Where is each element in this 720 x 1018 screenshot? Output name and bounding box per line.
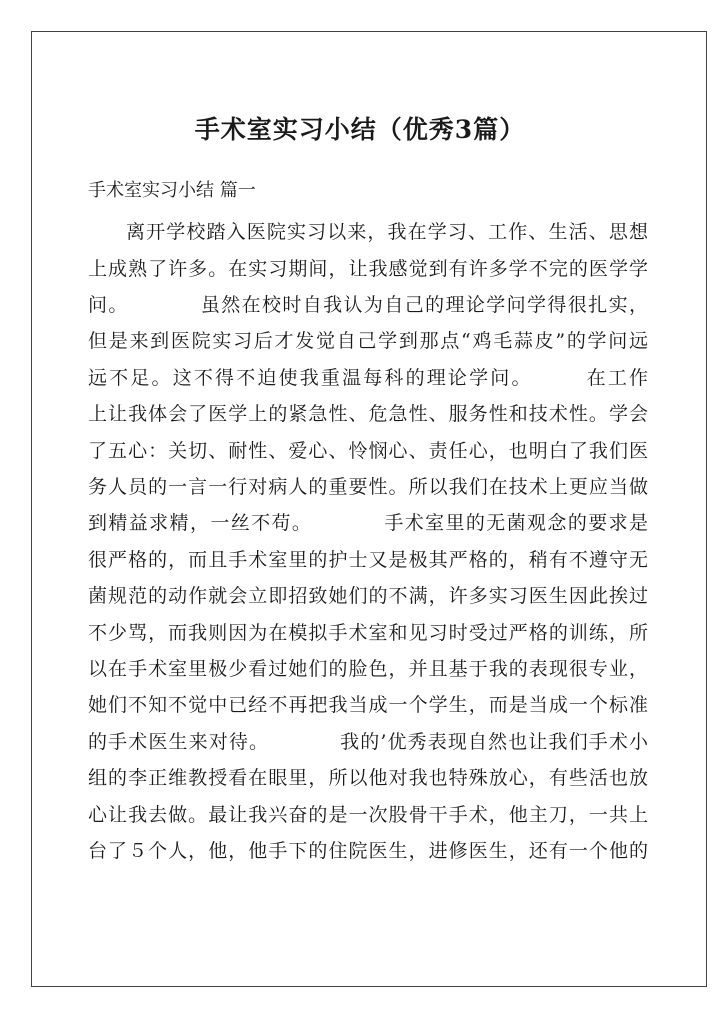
body-line: 务人员的一言一行对病人的重要性。所以我们在技术上更应当做 [88, 476, 648, 498]
body-line: 心让我去做。最让我兴奋的是一次股骨干手术，他主刀，一共上 [88, 804, 648, 826]
body-line: 上让我体会了医学上的紧急性、危急性、服务性和技术性。学会 [88, 403, 648, 425]
body-line: 到精益求精，一丝不苟。 手术室里的无菌观念的要求是 [88, 512, 648, 534]
body-line: 的手术医生来对待。 我的’优秀表现自然也让我们手术小 [88, 731, 648, 753]
body-line: 问。 虽然在校时自我认为自己的理论学问学得很扎实， [88, 294, 648, 316]
body-line: 台了５个人，他，他手下的住院医生，进修医生，还有一个他的 [88, 840, 648, 862]
body-line: 上成熟了许多。在实习期间，让我感觉到有许多学不完的医学学 [88, 258, 648, 280]
document-title: 手术室实习小结（优秀3篇） [194, 115, 526, 144]
body-line: 不少骂，而我则因为在模拟手术室和见习时受过严格的训练，所 [88, 622, 648, 644]
body-line: 离开学校踏入医院实习以来，我在学习、工作、生活、思想 [126, 221, 648, 243]
body-line: 菌规范的动作就会立即招致她们的不满，许多实习医生因此挨过 [88, 585, 648, 607]
body-line: 很严格的，而且手术室里的护士又是极其严格的，稍有不遵守无 [88, 549, 648, 571]
body-line: 她们不知不觉中已经不再把我当成一个学生，而是当成一个标准 [88, 694, 648, 716]
body-line: 但是来到医院实习后才发觉自己学到那点“鸡毛蒜皮”的学问远 [88, 330, 648, 352]
body-line: 组的李正维教授看在眼里，所以他对我也特殊放心，有些活也放 [88, 767, 648, 789]
body-line: 远不足。这不得不迫使我重温每科的理论学问。 在工作 [88, 367, 648, 389]
body-line: 了五心：关切、耐性、爱心、怜悯心、责任心，也明白了我们医 [88, 440, 648, 462]
body-line: 以在手术室里极少看过她们的脸色，并且基于我的表现很专业， [88, 658, 648, 680]
section-heading: 手术室实习小结 篇一 [88, 180, 256, 201]
